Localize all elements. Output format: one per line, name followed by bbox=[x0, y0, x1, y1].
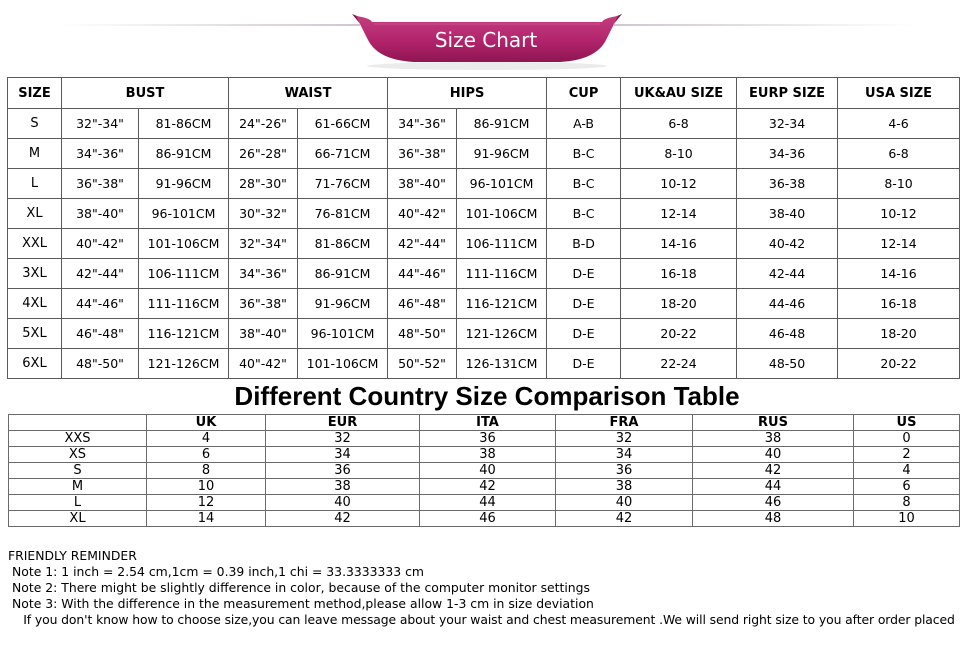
hips-cm-cell: 116-121CM bbox=[457, 289, 547, 319]
hips-cm-cell: 106-111CM bbox=[457, 229, 547, 259]
usa-cell: 20-22 bbox=[838, 349, 960, 379]
uk-cell: 10 bbox=[147, 479, 266, 495]
cup-cell: D-E bbox=[547, 319, 621, 349]
hips-cm-cell: 121-126CM bbox=[457, 319, 547, 349]
size-cell: 3XL bbox=[8, 259, 62, 289]
eurp-cell: 42-44 bbox=[737, 259, 838, 289]
table-row bbox=[9, 447, 960, 463]
table-row bbox=[8, 259, 960, 289]
comparison-header-row bbox=[9, 415, 960, 431]
cup-cell: D-E bbox=[547, 289, 621, 319]
hips-inch-cell: 46"-48" bbox=[388, 289, 457, 319]
cup-cell: A-B bbox=[547, 109, 621, 139]
hips-inch-cell: 42"-44" bbox=[388, 229, 457, 259]
waist-cm-cell: 66-71CM bbox=[298, 139, 388, 169]
bust-inch-cell: 32"-34" bbox=[62, 109, 139, 139]
cup-cell: D-E bbox=[547, 259, 621, 289]
us-cell: 8 bbox=[854, 495, 960, 511]
cup-cell: B-C bbox=[547, 169, 621, 199]
bust-inch-cell: 36"-38" bbox=[62, 169, 139, 199]
rus-cell: 48 bbox=[693, 511, 854, 527]
size-cell: M bbox=[9, 479, 147, 495]
usa-cell: 16-18 bbox=[838, 289, 960, 319]
uk-cell: 4 bbox=[147, 431, 266, 447]
note-2: Note 2: There might be slightly difference in color, because of the computer monitor settings bbox=[12, 580, 590, 595]
usa-cell: 8-10 bbox=[838, 169, 960, 199]
header-eurp-size: EURP SIZE bbox=[737, 78, 838, 109]
table-row bbox=[8, 169, 960, 199]
fra-cell: 38 bbox=[556, 479, 693, 495]
hips-cm-cell: 101-106CM bbox=[457, 199, 547, 229]
comparison-title: Different Country Size Comparison Table bbox=[234, 381, 740, 411]
size-cell: S bbox=[8, 109, 62, 139]
hips-inch-cell: 44"-46" bbox=[388, 259, 457, 289]
hips-cm-cell: 111-116CM bbox=[457, 259, 547, 289]
bust-cm-cell: 111-116CM bbox=[139, 289, 229, 319]
header-us: US bbox=[854, 415, 960, 431]
usa-cell: 12-14 bbox=[838, 229, 960, 259]
table-row bbox=[9, 479, 960, 495]
bust-cm-cell: 81-86CM bbox=[139, 109, 229, 139]
size-advice-note: If you don't know how to choose size,you can leave message about your waist and chest measurement .We will send right size to you after order placed bbox=[23, 612, 955, 627]
waist-cm-cell: 71-76CM bbox=[298, 169, 388, 199]
header-waist: WAIST bbox=[229, 78, 388, 109]
eurp-cell: 46-48 bbox=[737, 319, 838, 349]
rus-cell: 40 bbox=[693, 447, 854, 463]
usa-cell: 6-8 bbox=[838, 139, 960, 169]
size-chart-header-row bbox=[8, 78, 960, 109]
eurp-cell: 40-42 bbox=[737, 229, 838, 259]
bust-inch-cell: 38"-40" bbox=[62, 199, 139, 229]
size-cell: L bbox=[9, 495, 147, 511]
eur-cell: 42 bbox=[266, 511, 420, 527]
uk-cell: 8 bbox=[147, 463, 266, 479]
usa-cell: 18-20 bbox=[838, 319, 960, 349]
eur-cell: 40 bbox=[266, 495, 420, 511]
waist-inch-cell: 32"-34" bbox=[229, 229, 298, 259]
bust-inch-cell: 46"-48" bbox=[62, 319, 139, 349]
fra-cell: 40 bbox=[556, 495, 693, 511]
header-cup: CUP bbox=[547, 78, 621, 109]
ukau-cell: 20-22 bbox=[621, 319, 737, 349]
uk-cell: 12 bbox=[147, 495, 266, 511]
us-cell: 6 bbox=[854, 479, 960, 495]
banner-title: Size Chart bbox=[434, 28, 538, 52]
bust-cm-cell: 96-101CM bbox=[139, 199, 229, 229]
table-row bbox=[8, 349, 960, 379]
ita-cell: 36 bbox=[420, 431, 556, 447]
eur-cell: 32 bbox=[266, 431, 420, 447]
bust-cm-cell: 91-96CM bbox=[139, 169, 229, 199]
table-row bbox=[8, 229, 960, 259]
bust-inch-cell: 42"-44" bbox=[62, 259, 139, 289]
cup-cell: B-C bbox=[547, 139, 621, 169]
hips-inch-cell: 38"-40" bbox=[388, 169, 457, 199]
header-fra: FRA bbox=[556, 415, 693, 431]
size-chart-banner bbox=[0, 0, 974, 72]
header-hips: HIPS bbox=[388, 78, 547, 109]
eurp-cell: 32-34 bbox=[737, 109, 838, 139]
ukau-cell: 14-16 bbox=[621, 229, 737, 259]
size-cell: XXS bbox=[9, 431, 147, 447]
note-3: Note 3: With the difference in the measurement method,please allow 1-3 cm in size deviation bbox=[12, 596, 594, 611]
waist-cm-cell: 81-86CM bbox=[298, 229, 388, 259]
us-cell: 2 bbox=[854, 447, 960, 463]
table-row bbox=[8, 109, 960, 139]
hips-inch-cell: 48"-50" bbox=[388, 319, 457, 349]
comparison-table bbox=[8, 414, 960, 527]
header-size: SIZE bbox=[8, 78, 62, 109]
eurp-cell: 38-40 bbox=[737, 199, 838, 229]
rus-cell: 46 bbox=[693, 495, 854, 511]
note-1: Note 1: 1 inch = 2.54 cm,1cm = 0.39 inch,1 chi = 33.3333333 cm bbox=[12, 564, 425, 579]
bust-cm-cell: 86-91CM bbox=[139, 139, 229, 169]
header-bust: BUST bbox=[62, 78, 229, 109]
size-cell: XL bbox=[9, 511, 147, 527]
header-blank bbox=[9, 415, 147, 431]
bust-cm-cell: 106-111CM bbox=[139, 259, 229, 289]
header-rus: RUS bbox=[693, 415, 854, 431]
size-cell: XXL bbox=[8, 229, 62, 259]
waist-cm-cell: 76-81CM bbox=[298, 199, 388, 229]
eurp-cell: 44-46 bbox=[737, 289, 838, 319]
table-row bbox=[8, 289, 960, 319]
us-cell: 10 bbox=[854, 511, 960, 527]
header-usa-size: USA SIZE bbox=[838, 78, 960, 109]
ukau-cell: 12-14 bbox=[621, 199, 737, 229]
waist-inch-cell: 26"-28" bbox=[229, 139, 298, 169]
ita-cell: 44 bbox=[420, 495, 556, 511]
eurp-cell: 36-38 bbox=[737, 169, 838, 199]
table-row bbox=[9, 431, 960, 447]
eur-cell: 38 bbox=[266, 479, 420, 495]
us-cell: 4 bbox=[854, 463, 960, 479]
usa-cell: 4-6 bbox=[838, 109, 960, 139]
waist-cm-cell: 96-101CM bbox=[298, 319, 388, 349]
header-ita: ITA bbox=[420, 415, 556, 431]
waist-inch-cell: 34"-36" bbox=[229, 259, 298, 289]
cup-cell: D-E bbox=[547, 349, 621, 379]
table-row bbox=[9, 463, 960, 479]
ita-cell: 46 bbox=[420, 511, 556, 527]
header-uk: UK bbox=[147, 415, 266, 431]
bust-cm-cell: 101-106CM bbox=[139, 229, 229, 259]
usa-cell: 10-12 bbox=[838, 199, 960, 229]
hips-inch-cell: 50"-52" bbox=[388, 349, 457, 379]
fra-cell: 42 bbox=[556, 511, 693, 527]
waist-cm-cell: 86-91CM bbox=[298, 259, 388, 289]
fra-cell: 34 bbox=[556, 447, 693, 463]
header-ukau-size: UK&AU SIZE bbox=[621, 78, 737, 109]
bust-inch-cell: 40"-42" bbox=[62, 229, 139, 259]
size-cell: 5XL bbox=[8, 319, 62, 349]
friendly-reminder-notes bbox=[8, 548, 970, 628]
waist-cm-cell: 91-96CM bbox=[298, 289, 388, 319]
table-row bbox=[8, 199, 960, 229]
ita-cell: 40 bbox=[420, 463, 556, 479]
rus-cell: 44 bbox=[693, 479, 854, 495]
size-cell: XL bbox=[8, 199, 62, 229]
size-cell: 6XL bbox=[8, 349, 62, 379]
hips-inch-cell: 36"-38" bbox=[388, 139, 457, 169]
fra-cell: 32 bbox=[556, 431, 693, 447]
eurp-cell: 34-36 bbox=[737, 139, 838, 169]
bust-cm-cell: 121-126CM bbox=[139, 349, 229, 379]
hips-cm-cell: 126-131CM bbox=[457, 349, 547, 379]
size-cell: S bbox=[9, 463, 147, 479]
size-chart-table bbox=[7, 77, 960, 379]
ukau-cell: 6-8 bbox=[621, 109, 737, 139]
eur-cell: 36 bbox=[266, 463, 420, 479]
table-row bbox=[9, 511, 960, 527]
size-cell: XS bbox=[9, 447, 147, 463]
waist-inch-cell: 24"-26" bbox=[229, 109, 298, 139]
hips-cm-cell: 86-91CM bbox=[457, 109, 547, 139]
waist-inch-cell: 30"-32" bbox=[229, 199, 298, 229]
eur-cell: 34 bbox=[266, 447, 420, 463]
bust-inch-cell: 44"-46" bbox=[62, 289, 139, 319]
uk-cell: 6 bbox=[147, 447, 266, 463]
size-cell: 4XL bbox=[8, 289, 62, 319]
waist-inch-cell: 36"-38" bbox=[229, 289, 298, 319]
ukau-cell: 8-10 bbox=[621, 139, 737, 169]
hips-cm-cell: 96-101CM bbox=[457, 169, 547, 199]
bust-inch-cell: 34"-36" bbox=[62, 139, 139, 169]
fra-cell: 36 bbox=[556, 463, 693, 479]
table-row bbox=[8, 319, 960, 349]
hips-inch-cell: 40"-42" bbox=[388, 199, 457, 229]
waist-inch-cell: 40"-42" bbox=[229, 349, 298, 379]
header-eur: EUR bbox=[266, 415, 420, 431]
eurp-cell: 48-50 bbox=[737, 349, 838, 379]
us-cell: 0 bbox=[854, 431, 960, 447]
ukau-cell: 22-24 bbox=[621, 349, 737, 379]
rus-cell: 42 bbox=[693, 463, 854, 479]
waist-cm-cell: 101-106CM bbox=[298, 349, 388, 379]
ukau-cell: 18-20 bbox=[621, 289, 737, 319]
ita-cell: 38 bbox=[420, 447, 556, 463]
cup-cell: B-D bbox=[547, 229, 621, 259]
uk-cell: 14 bbox=[147, 511, 266, 527]
bust-inch-cell: 48"-50" bbox=[62, 349, 139, 379]
table-row bbox=[8, 139, 960, 169]
size-cell: L bbox=[8, 169, 62, 199]
ukau-cell: 10-12 bbox=[621, 169, 737, 199]
waist-inch-cell: 28"-30" bbox=[229, 169, 298, 199]
ita-cell: 42 bbox=[420, 479, 556, 495]
waist-inch-cell: 38"-40" bbox=[229, 319, 298, 349]
rus-cell: 38 bbox=[693, 431, 854, 447]
usa-cell: 14-16 bbox=[838, 259, 960, 289]
table-row bbox=[9, 495, 960, 511]
ukau-cell: 16-18 bbox=[621, 259, 737, 289]
size-cell: M bbox=[8, 139, 62, 169]
waist-cm-cell: 61-66CM bbox=[298, 109, 388, 139]
cup-cell: B-C bbox=[547, 199, 621, 229]
reminder-heading: FRIENDLY REMINDER bbox=[8, 548, 137, 563]
bust-cm-cell: 116-121CM bbox=[139, 319, 229, 349]
hips-cm-cell: 91-96CM bbox=[457, 139, 547, 169]
hips-inch-cell: 34"-36" bbox=[388, 109, 457, 139]
